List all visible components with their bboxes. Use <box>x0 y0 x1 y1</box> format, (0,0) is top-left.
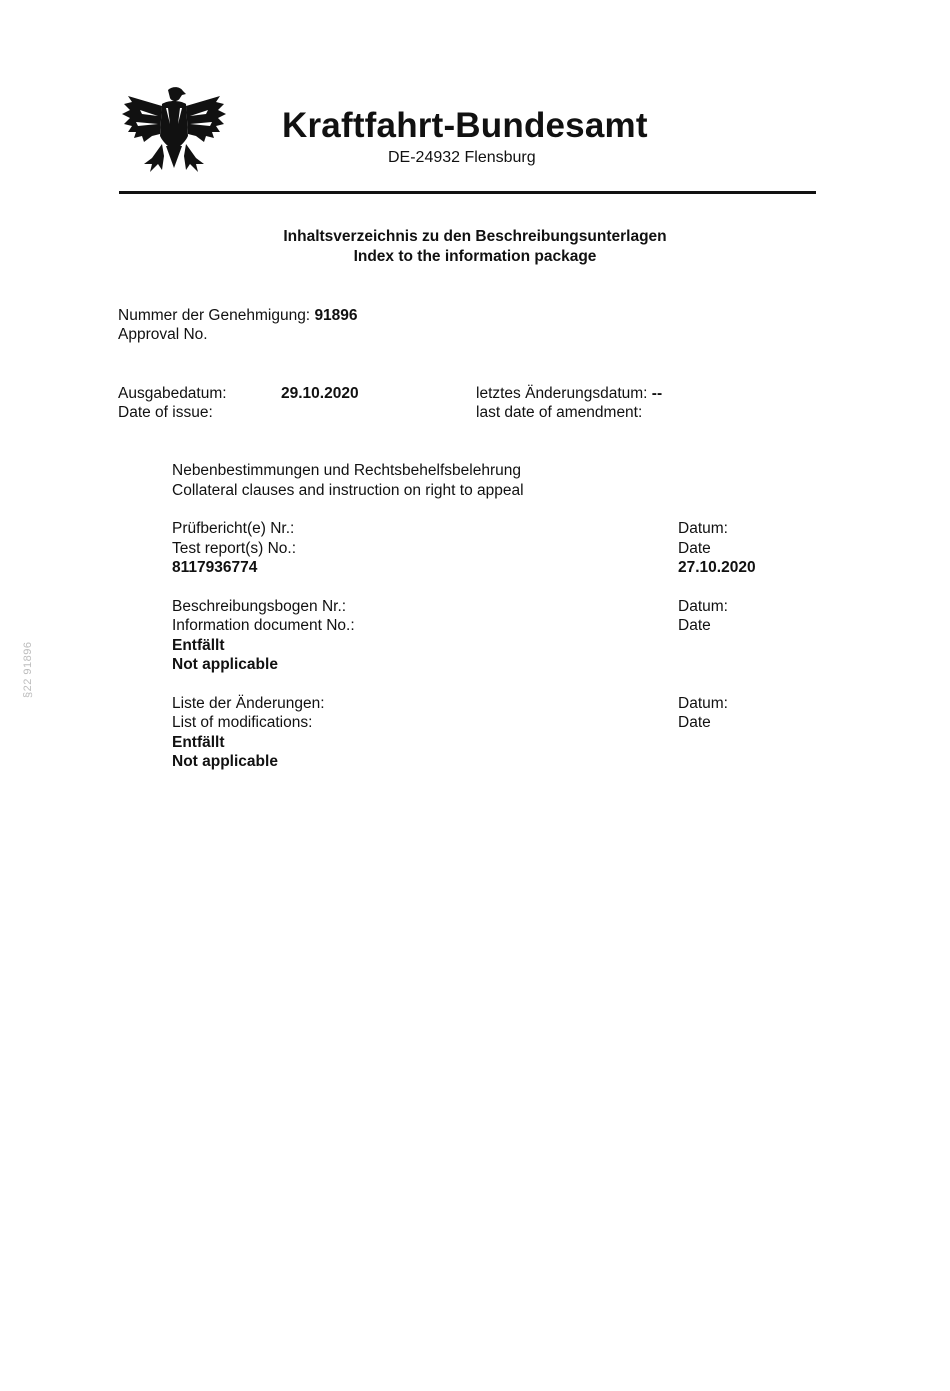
information-document-date-label-en: Date <box>678 617 711 634</box>
test-report-date-value: 27.10.2020 <box>678 559 756 576</box>
approval-number-row <box>118 307 358 325</box>
information-document-label-en: Information document No.: <box>172 617 355 634</box>
document-title-de: Inhaltsverzeichnis zu den Beschreibungsunterlagen <box>283 228 667 245</box>
approval-label-de: Nummer der Genehmigung: <box>118 307 311 324</box>
modifications-value-de: Entfällt <box>172 734 225 751</box>
test-report-label-de: Prüfbericht(e) Nr.: <box>172 520 295 537</box>
issue-date-label-en: Date of issue: <box>118 404 213 421</box>
test-report-date-label-de: Datum: <box>678 520 728 537</box>
test-report-label-en: Test report(s) No.: <box>172 540 297 557</box>
amendment-date-row <box>476 385 662 403</box>
information-document-value-en: Not applicable <box>172 656 278 673</box>
amendment-date-value: -- <box>651 385 663 402</box>
federal-eagle-icon <box>122 84 226 182</box>
issue-date-value: 29.10.2020 <box>281 385 359 402</box>
organization-name: Kraftfahrt-Bundesamt <box>282 106 648 145</box>
modifications-label-de: Liste der Änderungen: <box>172 695 325 712</box>
collateral-clauses-en: Collateral clauses and instruction on right to appeal <box>172 482 524 499</box>
modifications-label-en: List of modifications: <box>172 714 313 731</box>
collateral-clauses-de: Nebenbestimmungen und Rechtsbehelfsbelehrung <box>172 462 521 479</box>
side-reference-stamp: §22 91896 <box>22 641 34 698</box>
modifications-value-en: Not applicable <box>172 753 278 770</box>
issue-date-label-de: Ausgabedatum: <box>118 385 227 402</box>
information-document-label-de: Beschreibungsbogen Nr.: <box>172 598 347 615</box>
amendment-date-label-de: letztes Änderungsdatum: <box>476 385 648 402</box>
approval-label-en: Approval No. <box>118 326 208 343</box>
information-document-value-de: Entfällt <box>172 637 225 654</box>
document-title-en: Index to the information package <box>353 248 597 265</box>
modifications-date-label-de: Datum: <box>678 695 728 712</box>
organization-address: DE-24932 Flensburg <box>388 149 536 166</box>
information-document-date-label-de: Datum: <box>678 598 728 615</box>
test-report-number: 8117936774 <box>172 559 258 576</box>
header-divider <box>119 191 816 194</box>
amendment-date-label-en: last date of amendment: <box>476 404 643 421</box>
modifications-date-label-en: Date <box>678 714 711 731</box>
approval-number: 91896 <box>314 307 358 324</box>
test-report-date-label-en: Date <box>678 540 711 557</box>
